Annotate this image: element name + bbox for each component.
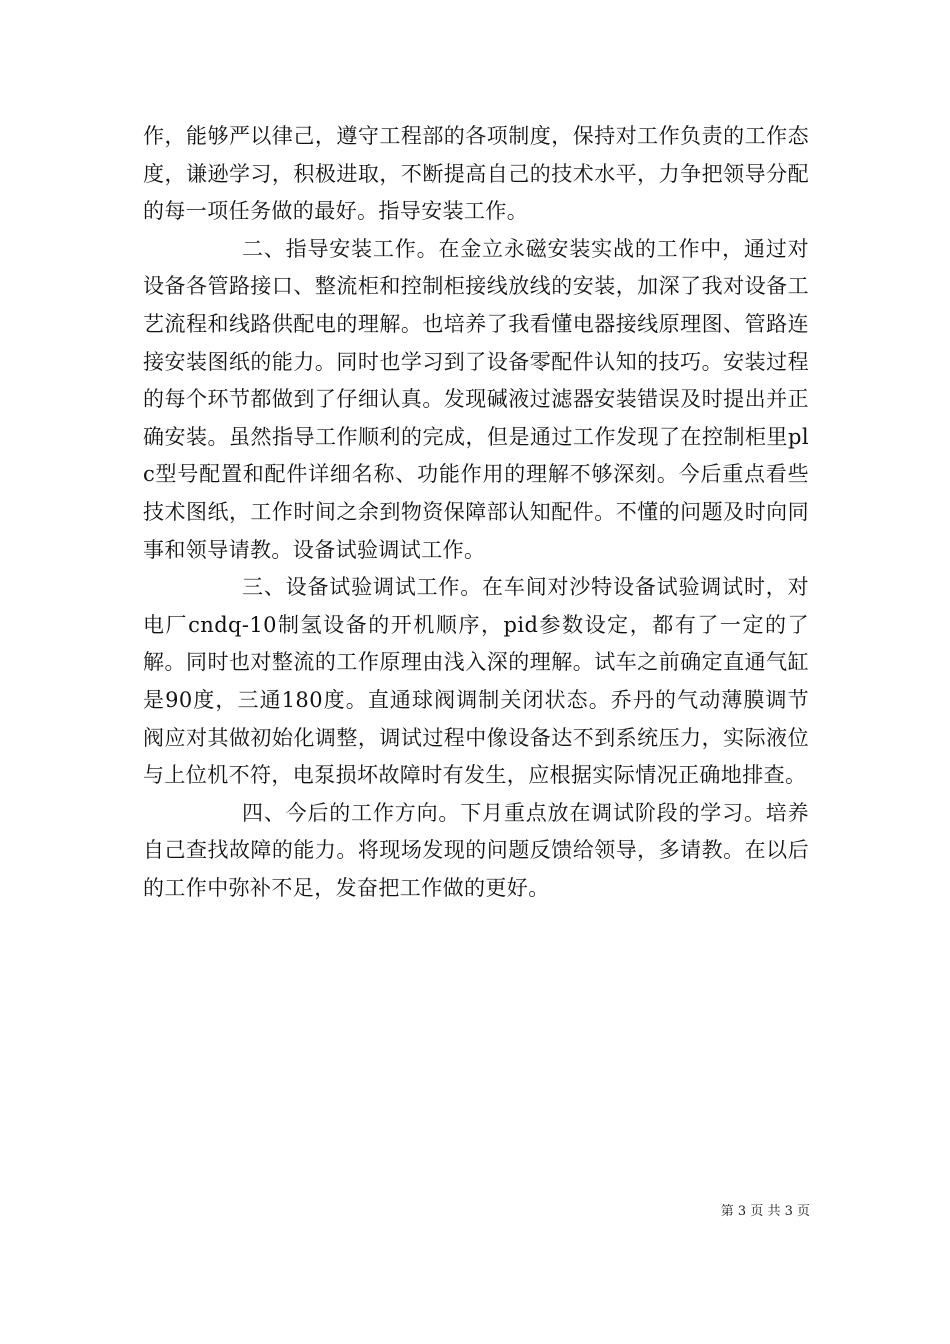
paragraph-installation-guidance: 二、指导安装工作。在金立永磁安装实战的工作中，通过对设备各管路接口、整流柜和控制柜接线放线的安装，加深了我对设备工艺流程和线路供配电的理解。也培养了我看懂电器接线原理图、管路连接安装图纸的能力。同时也学习到了设备零配件认知的技巧。安装过程的每个环节都做到了仔细认真。发现碱液过滤器安装错误及时提出并正确安装。虽然指导工作顺利的完成，但是通过工作发现了在控制柜里plc型号配置和配件详细名称、功能作用的理解不够深刻。今后重点看些技术图纸，工作时间之余到物资保障部认知配件。不懂的问题及时向同事和领导请教。设备试验调试工作。: [143, 236, 809, 562]
paragraph-future-direction: 四、今后的工作方向。下月重点放在调试阶段的学习。培养自己查找故障的能力。将现场发现的问题反馈给领导，多请教。在以后的工作中弥补不足，发奋把工作做的更好。: [143, 800, 809, 900]
page-number: 第 3 页 共 3 页: [720, 1204, 810, 1219]
paragraph-work-attitude: 作，能够严以律己，遵守工程部的各项制度，保持对工作负责的工作态度，谦逊学习，积极进取，不断提高自己的技术水平，力争把领导分配的每一项任务做的最好。指导安装工作。: [143, 124, 809, 224]
document-body: [143, 118, 809, 907]
paragraph-equipment-testing: 三、设备试验调试工作。在车间对沙特设备试验调试时，对电厂cndq-10制氢设备的开机顺序，pid参数设定，都有了一定的了解。同时也对整流的工作原理由浅入深的理解。试车之前确定直通气缸是90度，三通180度。直通球阀调制关闭状态。乔丹的气动薄膜调节阀应对其做初始化调整，调试过程中像设备达不到系统压力，实际液位与上位机不符，电泵损坏故障时有发生，应根据实际情况正确地排查。: [143, 575, 809, 788]
